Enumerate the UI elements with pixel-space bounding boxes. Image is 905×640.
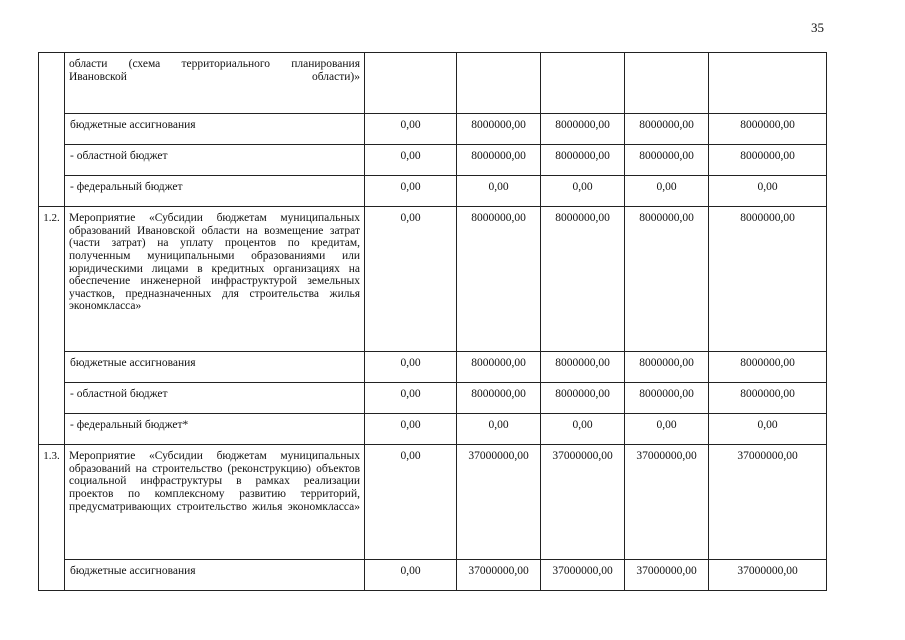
value-cell — [365, 53, 457, 114]
value-cell: 0,00 — [365, 207, 457, 352]
row-label: бюджетные ассигнования — [65, 560, 365, 591]
value-cell — [457, 53, 541, 114]
description-text: Мероприятие «Субсидии бюджетам муниципальных образований Ивановской области на возмещение затрат (части затрат) на уплату процентов по кредитам, полученным муниципальными образованиями или юридическими лицами в кредитных организациях на обеспечение инженерной инфраструктурой земельных участков, предназначенных для строительства жилья экономкласса» — [69, 212, 360, 313]
value-cell: 0,00 — [541, 176, 625, 207]
row-label: - областной бюджет — [65, 145, 365, 176]
value-cell: 8000000,00 — [625, 145, 709, 176]
value-cell: 8000000,00 — [541, 145, 625, 176]
value-cell: 0,00 — [709, 414, 827, 445]
row-label: бюджетные ассигнования — [65, 114, 365, 145]
value-cell: 8000000,00 — [709, 383, 827, 414]
description-cell — [65, 445, 365, 560]
budget-table — [38, 52, 827, 591]
value-cell: 0,00 — [365, 445, 457, 560]
value-cell — [709, 53, 827, 114]
value-cell: 8000000,00 — [625, 114, 709, 145]
value-cell: 37000000,00 — [709, 445, 827, 560]
row-label: бюджетные ассигнования — [65, 352, 365, 383]
value-cell: 8000000,00 — [457, 352, 541, 383]
table-row — [39, 53, 827, 114]
value-cell: 0,00 — [365, 352, 457, 383]
table-row — [39, 114, 827, 145]
description-cell — [65, 53, 365, 114]
value-cell: 8000000,00 — [709, 207, 827, 352]
row-label: - федеральный бюджет* — [65, 414, 365, 445]
value-cell: 8000000,00 — [457, 114, 541, 145]
value-cell: 37000000,00 — [541, 560, 625, 591]
value-cell: 8000000,00 — [457, 383, 541, 414]
table-row — [39, 145, 827, 176]
value-cell: 0,00 — [365, 414, 457, 445]
description-text: Мероприятие «Субсидии бюджетам муниципальных образований на строительство (реконструкцию) объектов социальной инфраструктуры в рамках реализации проектов по комплексному развитию территорий, предусматривающих строительство жилья экономкласса» — [69, 450, 360, 513]
value-cell: 37000000,00 — [625, 445, 709, 560]
value-cell: 0,00 — [365, 145, 457, 176]
value-cell: 0,00 — [457, 176, 541, 207]
value-cell: 8000000,00 — [625, 383, 709, 414]
value-cell: 0,00 — [457, 414, 541, 445]
value-cell: 0,00 — [365, 114, 457, 145]
value-cell: 8000000,00 — [625, 352, 709, 383]
value-cell: 8000000,00 — [709, 352, 827, 383]
description-text: области (схема территориального планирования Ивановской области)» — [69, 58, 360, 83]
table-row — [39, 560, 827, 591]
value-cell: 8000000,00 — [541, 352, 625, 383]
value-cell — [541, 53, 625, 114]
row-label: - федеральный бюджет — [65, 176, 365, 207]
value-cell: 8000000,00 — [541, 207, 625, 352]
item-number-cell — [39, 53, 65, 207]
table-row — [39, 176, 827, 207]
table-row — [39, 207, 827, 352]
value-cell: 0,00 — [625, 176, 709, 207]
table-row — [39, 352, 827, 383]
value-cell: 8000000,00 — [709, 145, 827, 176]
value-cell: 0,00 — [541, 414, 625, 445]
value-cell — [625, 53, 709, 114]
value-cell: 37000000,00 — [709, 560, 827, 591]
value-cell: 0,00 — [365, 176, 457, 207]
table-row — [39, 445, 827, 560]
value-cell: 8000000,00 — [709, 114, 827, 145]
value-cell: 37000000,00 — [457, 560, 541, 591]
value-cell: 8000000,00 — [457, 207, 541, 352]
value-cell: 8000000,00 — [541, 114, 625, 145]
value-cell: 37000000,00 — [625, 560, 709, 591]
table-row — [39, 383, 827, 414]
value-cell: 0,00 — [709, 176, 827, 207]
value-cell: 37000000,00 — [457, 445, 541, 560]
item-number-cell: 1.2. — [39, 207, 65, 445]
value-cell: 0,00 — [365, 383, 457, 414]
value-cell: 8000000,00 — [541, 383, 625, 414]
item-number-cell: 1.3. — [39, 445, 65, 591]
table-row — [39, 414, 827, 445]
value-cell: 0,00 — [365, 560, 457, 591]
value-cell: 37000000,00 — [541, 445, 625, 560]
description-cell — [65, 207, 365, 352]
value-cell: 0,00 — [625, 414, 709, 445]
page-number: 35 — [811, 20, 824, 35]
value-cell: 8000000,00 — [625, 207, 709, 352]
row-label: - областной бюджет — [65, 383, 365, 414]
value-cell: 8000000,00 — [457, 145, 541, 176]
